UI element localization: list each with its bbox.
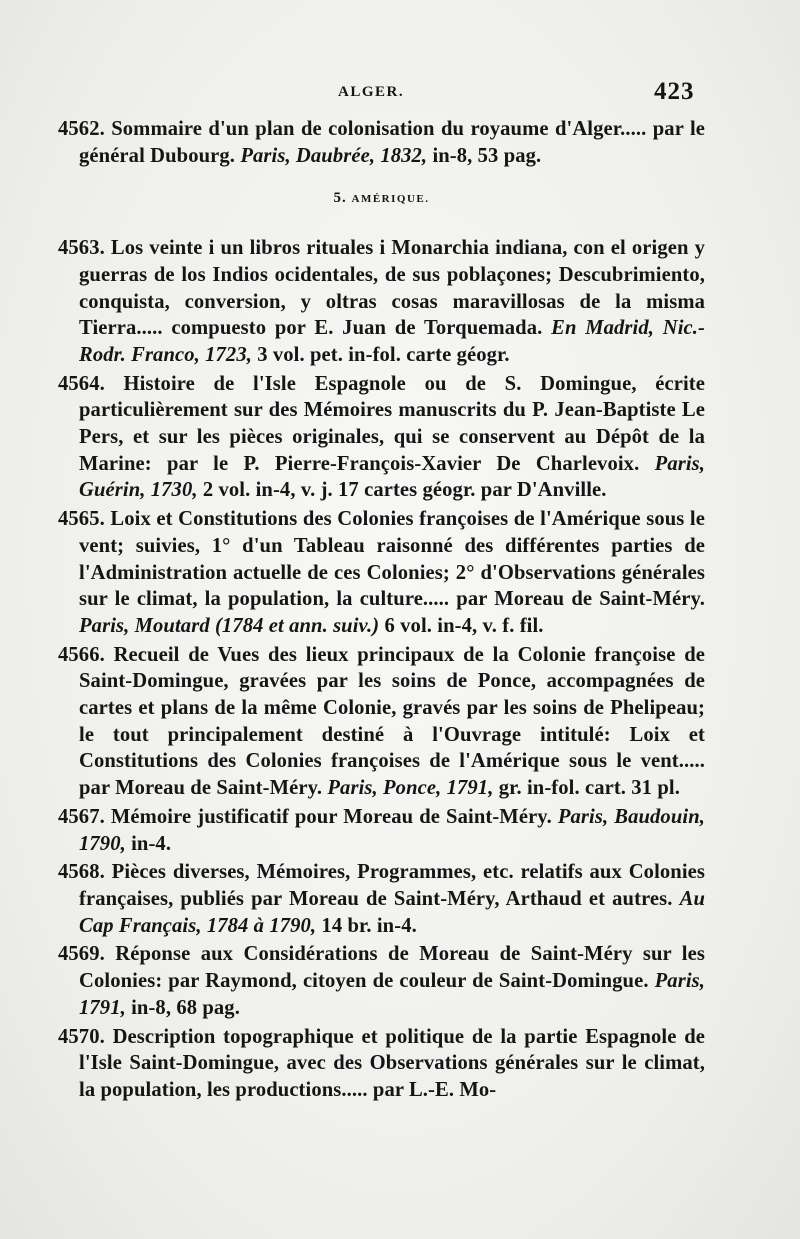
entry-imprint: Paris, Moutard (1784 et ann. suiv.)	[79, 614, 380, 637]
catalogue-text	[58, 116, 705, 1106]
entry-number: 4568.	[58, 861, 105, 884]
catalogue-entry	[58, 859, 705, 939]
section-heading	[58, 185, 705, 213]
entry-number: 4564.	[58, 372, 105, 395]
entry-tail: 2 vol. in-4, v. j. 17 cartes géogr. par D'Anville.	[202, 479, 607, 502]
entry-text: Loix et Constitutions des Colonies françoises de l'Amérique sous le vent; suivies, 1° d'un Tableau raisonné des différentes parties de l'Administration actuelle de ces Colonies; 2° d'Observations générales sur le climat, la population, la culture..... par Moreau de Saint-Méry.	[79, 508, 705, 611]
catalogue-entry	[58, 506, 705, 640]
entry-text: Mémoire justificatif pour Moreau de Saint-Méry.	[110, 805, 552, 828]
entry-imprint: Paris, 1791,	[79, 970, 705, 1019]
entry-imprint: En Madrid, Nic.-Rodr. Franco, 1723,	[79, 317, 705, 366]
entry-text: Pièces diverses, Mémoires, Programmes, etc. relatifs aux Colonies françaises, publiés par Moreau de Saint-Méry, Arthaud et autres.	[79, 861, 706, 910]
entry-imprint: Paris, Daubrée, 1832,	[240, 144, 428, 167]
entry-tail: 14 br. in-4.	[321, 914, 417, 937]
entry-imprint: Paris, Guérin, 1730,	[79, 452, 706, 502]
entry-tail: gr. in-fol. cart. 31 pl.	[498, 777, 680, 800]
catalogue-entry	[58, 1024, 705, 1104]
entry-number: 4565.	[58, 508, 105, 531]
catalogue-entry	[58, 642, 705, 802]
entry-number: 4566.	[58, 643, 105, 666]
entry-number: 4570.	[58, 1025, 105, 1048]
entry-tail: 3 vol. pet. in-fol. carte géogr.	[257, 343, 510, 366]
entry-imprint: Au Cap Français, 1784 à 1790,	[79, 887, 706, 937]
entry-text: Los veinte i un libros rituales i Monarchia indiana, con el origen y guerras de los Indios ocidentales, de sus poblaçones; Descubrimiento, conquista, conversion, y oltras cosas maravillosas de la misma Tierra..... compuesto por E. Juan de Torquemada.	[79, 237, 706, 340]
entry-text: Sommaire d'un plan de colonisation du royaume d'Alger..... par le général Dubourg.	[79, 118, 706, 167]
entry-text: Réponse aux Considérations de Moreau de Saint-Méry sur les Colonies: par Raymond, citoyen de couleur de Saint-Domingue.	[79, 943, 705, 993]
catalogue-entry	[58, 235, 705, 369]
entry-text: Histoire de l'Isle Espagnole ou de S. Domingue, écrite particulièrement sur des Mémoires manuscrits du P. Jean-Baptiste Le Pers, et sur les pièces originales, qui se conservent au Dépôt de la Marine: par le P. Pierre-François-Xavier De Charlevoix.	[79, 372, 706, 475]
running-title: ALGER.	[338, 84, 405, 100]
catalogue-entry	[58, 371, 705, 505]
entry-imprint: Paris, Baudouin, 1790,	[79, 805, 706, 855]
entry-number: 4563.	[58, 237, 105, 260]
entry-number: 4567.	[58, 805, 105, 828]
section-title: AMÉRIQUE.	[351, 193, 430, 206]
entry-tail: in-4.	[131, 832, 172, 855]
page-header	[0, 78, 800, 108]
catalogue-entry	[58, 116, 705, 169]
entry-number: 4569.	[58, 943, 105, 966]
entry-number: 4562.	[58, 118, 105, 140]
catalogue-entry	[58, 804, 705, 857]
page-number: 423	[654, 78, 695, 105]
entry-imprint: Paris, Ponce, 1791,	[327, 777, 494, 800]
entry-tail: in-8, 53 pag.	[432, 144, 542, 167]
entry-tail: 6 vol. in-4, v. f. fil.	[384, 614, 544, 637]
entry-text: Description topographique et politique de la partie Espagnole de l'Isle Saint-Domingue, avec des Observations générales sur le climat, la population, les productions..... par L.-E. Mo-	[79, 1025, 706, 1101]
catalogue-entry	[58, 941, 705, 1021]
entry-tail: in-8, 68 pag.	[131, 996, 240, 1019]
entry-text: Recueil de Vues des lieux principaux de la Colonie françoise de Saint-Domingue, gravées par les soins de Ponce, accompagnées de cartes et plans de la même Colonie, gravés par les soins de Phelipeau; le tout principalement destiné à l'Ouvrage intitulé: Loix et Constitutions des Colonies françoises de l'Amérique sous le vent..... par Moreau de Saint-Méry.	[79, 643, 705, 800]
section-number: 5.	[333, 190, 347, 207]
